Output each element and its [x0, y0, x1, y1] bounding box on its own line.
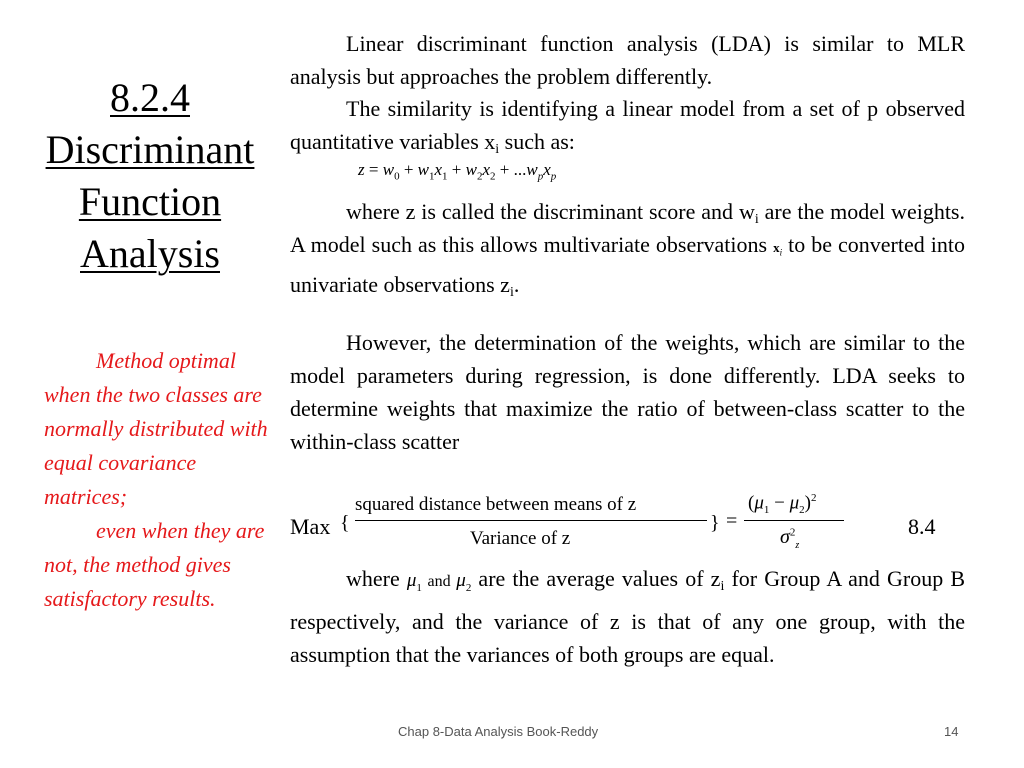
paragraph-2-text-a: The similarity is identifying a linear model from a set of p observed quantitative variables x: [290, 96, 965, 154]
max-ratio-equation: [290, 490, 965, 560]
paragraph-4: However, the determination of the weights, which are similar to the model parameters during regression, is done differently. LDA seeks to determine weights that maximize the ratio of between-class scatter to the within-class scatter: [290, 330, 965, 454]
eq1-w1: w: [417, 160, 429, 179]
eq1-w0-sub: 0: [394, 170, 400, 183]
side-note-part-1: Method optimal when the two classes are normally distributed with equal covariance matrices;: [44, 348, 268, 509]
eq2-denominator: Variance of z: [470, 528, 571, 549]
xi-symbol: x: [773, 239, 780, 255]
footer-source: Chap 8-Data Analysis Book-Reddy: [398, 724, 599, 739]
eq1-wp-sub: p: [537, 170, 544, 183]
paragraph-5-text-b: are the average values of z: [471, 566, 721, 591]
eq2-ratio-bar: [744, 520, 844, 521]
paragraph-3-period: .: [513, 271, 520, 297]
eq2-mu2: μ: [789, 492, 800, 514]
paragraph-3-sub-w: i: [754, 212, 759, 227]
p5-mu1-sub: 1: [416, 581, 422, 594]
eq1-w2: w: [465, 160, 477, 179]
eq2-open-paren: (: [748, 492, 755, 514]
eq1-wp: w: [526, 160, 538, 179]
paragraph-2-text-b: such as:: [499, 128, 575, 154]
paragraph-3-text-a: where z is called the discriminant score and w: [346, 199, 755, 224]
paragraph-5-mu1: [406, 570, 422, 594]
title-line-1: 8.2.4: [110, 75, 190, 120]
paragraph-4-block: [290, 326, 965, 458]
paragraph-1: Linear discriminant function analysis (LDA) is similar to MLR analysis but approaches the problem differently.: [290, 31, 965, 89]
eq2-ratio-denominator: [780, 526, 799, 551]
paragraph-2-sub: i: [495, 141, 500, 157]
paragraph-5-text-a: where: [346, 566, 407, 591]
eq1-plus-2: +: [447, 160, 466, 179]
eq2-close-paren: ): [804, 492, 811, 514]
eq1-xp: x: [543, 160, 551, 179]
paragraph-5-mu2: [456, 570, 472, 594]
paragraph-intro: [290, 28, 965, 158]
paragraph-5: [290, 562, 965, 671]
eq1-plus-1: +: [399, 160, 418, 179]
paragraph-3-block: [290, 196, 965, 301]
title-line-3: Function: [78, 179, 222, 224]
eq2-max: Max: [290, 514, 331, 539]
paragraph-3: [290, 196, 965, 301]
eq2-mu1-sub: 1: [763, 504, 770, 517]
eq2-mu2-sub: 2: [799, 504, 805, 517]
paragraph-5-sub-z: i: [720, 579, 725, 594]
paragraph-5-block: [290, 562, 965, 671]
eq2-minus: −: [769, 492, 790, 514]
p5-mu1-symbol: μ: [406, 570, 417, 591]
eq1-x2: x: [482, 160, 491, 179]
footer-page-number: 14: [944, 724, 959, 739]
paragraph-3-text-b: are the model weights. A model such as this allows multivariate observations: [290, 199, 965, 257]
eq2-left-brace: {: [340, 512, 350, 534]
eq1-x2-sub: 2: [490, 170, 496, 183]
eq1-w2-sub: 2: [476, 170, 483, 183]
paragraph-3-text-c: to be converted into univariate observations z: [290, 231, 965, 297]
eq2-sigma: σ: [780, 526, 790, 548]
side-note: [44, 344, 284, 616]
paragraph-2: [290, 93, 965, 158]
title-line-2: Discriminant: [45, 127, 255, 172]
side-note-part-2: even when they are not, the method gives satisfactory results.: [44, 518, 265, 611]
eq1-xp-sub: p: [550, 170, 557, 183]
p5-mu2-symbol: μ: [456, 570, 466, 591]
eq1-w1-sub: 1: [429, 170, 435, 183]
eq2-square: 2: [810, 492, 817, 504]
equation-number: 8.4: [908, 514, 936, 539]
eq2-numerator: squared distance between means of z: [355, 494, 637, 515]
eq1-equals: =: [364, 160, 383, 179]
eq1-x1-sub: 1: [442, 170, 448, 183]
eq1-z: z: [358, 160, 365, 179]
p5-mu2-sub: 2: [465, 581, 472, 594]
eq2-sigma-sub: z: [795, 540, 800, 551]
eq1-x1: x: [434, 160, 443, 179]
eq1-plus-ellipsis: + ...: [495, 160, 527, 179]
title-line-4: Analysis: [80, 231, 220, 276]
xi-sub: i: [779, 247, 783, 258]
eq2-sigma-sup: 2: [789, 526, 796, 539]
eq2-fraction-bar: [355, 520, 707, 521]
eq2-ratio-numerator: [748, 492, 816, 516]
linear-model-equation: [358, 160, 556, 182]
paragraph-3-sub-z: i: [509, 284, 514, 300]
paragraph-5-and: and: [421, 573, 457, 590]
eq2-equals: =: [726, 510, 738, 532]
paragraph-5-text-c: for Group A and Group B respectively, and the variance of z is that of any one group, with the assumption that the variances of both groups are equal.: [290, 566, 966, 667]
eq1-w0: w: [382, 160, 395, 179]
eq2-right-brace: }: [710, 512, 720, 534]
eq2-mu1: μ: [754, 492, 764, 514]
paragraph-3-xi: [773, 239, 783, 258]
slide-title: [20, 72, 280, 280]
